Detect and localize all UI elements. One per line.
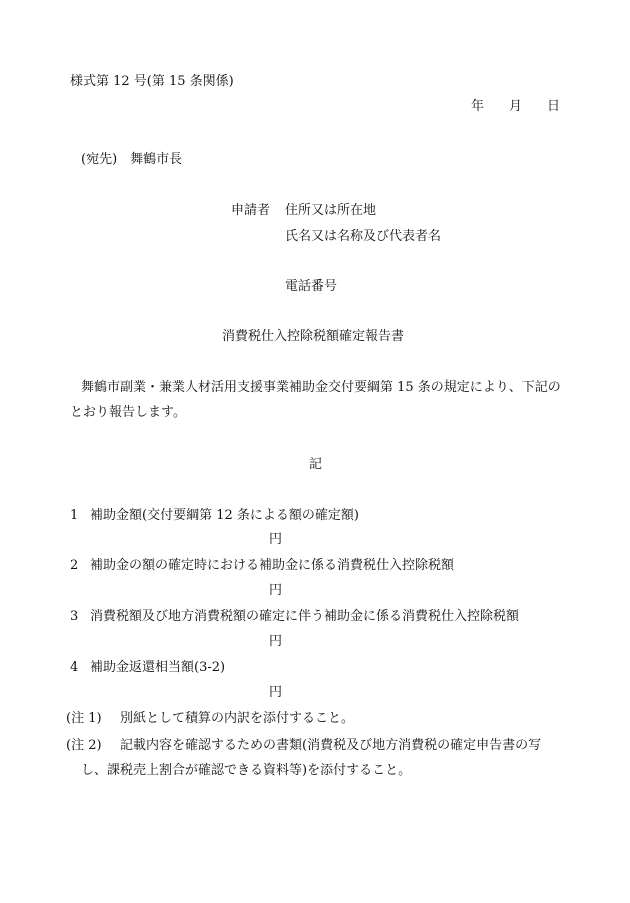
addressee: (宛先) 舞鶴市長: [81, 152, 183, 167]
name-label: 氏名又は名称及び代表者名: [285, 229, 442, 244]
note-text: 別紙として積算の内訳を添付すること。: [120, 711, 355, 726]
body-line-2: とおり報告します。: [70, 405, 186, 420]
date-month-label: 月: [509, 99, 523, 114]
note-text: 記載内容を確認するための書類(消費税及び地方消費税の確定申告書の写: [120, 738, 542, 753]
date-day-label: 日: [547, 99, 561, 114]
item-label: 補助金額(交付要綱第 12 条による額の確定額): [90, 508, 359, 523]
document-title: 消費税仕入控除税額確定報告書: [222, 329, 405, 344]
note-marker: (注 1): [66, 711, 102, 726]
phone-label: 電話番号: [285, 279, 338, 294]
item-label: 補助金の額の確定時における補助金に係る消費税仕入控除税額: [90, 558, 455, 573]
item-label: 補助金返還相当額(3-2): [90, 660, 226, 675]
item-unit: 円: [269, 685, 283, 700]
date-year-label: 年: [471, 99, 485, 114]
item-unit: 円: [269, 532, 283, 547]
applicant-label: 申請者: [231, 203, 271, 218]
address-label: 住所又は所在地: [285, 203, 377, 218]
note-text-continued: し、課税売上割合が確認できる資料等)を添付すること。: [81, 763, 412, 778]
item-number: 1: [70, 508, 79, 523]
item-unit: 円: [269, 634, 283, 649]
item-label: 消費税額及び地方消費税額の確定に伴う補助金に係る消費税仕入控除税額: [90, 609, 520, 624]
item-number: 3: [70, 609, 79, 624]
note-marker: (注 2): [66, 738, 102, 753]
ki-heading: 記: [309, 457, 323, 472]
item-number: 2: [70, 558, 79, 573]
item-number: 4: [70, 660, 79, 675]
item-unit: 円: [269, 583, 283, 598]
body-line-1: 舞鶴市副業・兼業人材活用支援事業補助金交付要綱第 15 条の規定により、下記の: [81, 380, 561, 395]
form-number: 様式第 12 号(第 15 条関係): [70, 74, 234, 89]
